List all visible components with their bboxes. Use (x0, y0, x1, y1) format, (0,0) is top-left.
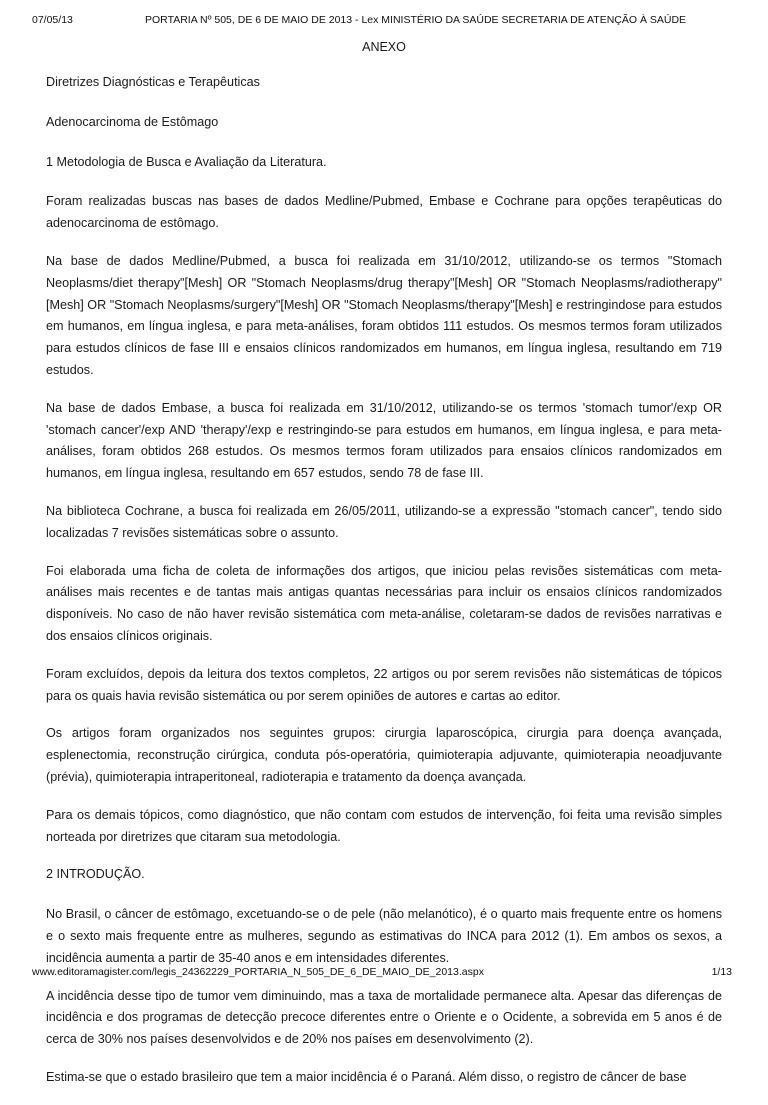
paragraph: Na base de dados Embase, a busca foi realizada em 31/10/2012, utilizando-se os termos 'stomach tumor'/exp OR 'stomach cancer'/exp AND 'therapy'/exp e restringindo-se para estudos em humanos, em língua inglesa, e para meta-análises, foram obtidos 268 estudos. Os mesmos termos foram utilizados para ensaios clínicos randomizados em humanos, em língua inglesa, resultando em 657 estudos, sendo 78 de fase III. (46, 400, 722, 481)
paragraph: Estima-se que o estado brasileiro que tem a maior incidência é o Paraná. Além disso, o registro de câncer de base (46, 1069, 687, 1084)
paragraph: No Brasil, o câncer de estômago, excetuando-se o de pele (não melanótico), é o quarto mais frequente entre os homens e o sexto mais frequente entre as mulheres, segundo as estimativas do INCA para 2012 (1). Em ambos os sexos, a incidência aumenta a partir de 35-40 anos e em intensidades diferentes. (46, 907, 722, 965)
paragraph: Foram excluídos, depois da leitura dos textos completos, 22 artigos ou por serem revisões não sistemáticas de tópicos para os quais havia revisão sistemática ou por serem opiniões de autores e cartas ao editor. (46, 666, 722, 703)
paragraph: A incidência desse tipo de tumor vem diminuindo, mas a taxa de mortalidade permanece alta. Apesar das diferenças de incidência e dos programas de detecção precoce diferentes entre o Oriente e o Ocidente, a sobrevida em 5 anos é de cerca de 30% nos países desenvolvidos e de 20% nos países em desenvolvimento (2). (46, 988, 722, 1047)
print-title: PORTARIA Nº 505, DE 6 DE MAIO DE 2013 - Lex MINISTÉRIO DA SAÚDE SECRETARIA DE ATENÇÃO À SAÚDE (145, 14, 687, 26)
paragraph: Foram realizadas buscas nas bases de dados Medline/Pubmed, Embase e Cochrane para opções terapêuticas do adenocarcinoma de estômago. (46, 194, 722, 231)
paragraph: Os artigos foram organizados nos seguintes grupos: cirurgia laparoscópica, cirurgia para doença avançada, esplenectomia, reconstrução cirúrgica, conduta pós-operatória, quimioterapia adjuvante, quimioterapia neoadjuvante (prévia), quimioterapia intraperitoneal, radioterapia e tratamento da doença avançada. (46, 726, 722, 784)
doc-topic: Adenocarcinoma de Estômago (46, 114, 219, 129)
section-heading-introducao: 2 INTRODUÇÃO. (46, 867, 145, 882)
paragraph: Na biblioteca Cochrane, a busca foi realizada em 26/05/2011, utilizando-se a expressão "stomach cancer", tendo sido localizadas 7 revisões sistemáticas sobre o assunto. (46, 503, 722, 540)
paragraph: Foi elaborada uma ficha de coleta de informações dos artigos, que iniciou pelas revisões sistemáticas com meta-análises mais recentes e de tantas mais antigas quantas necessárias para incluir os ensaios clínicos randomizados disponíveis. No caso de não haver revisão sistemática com meta-análise, coletaram-se dados de revisões narrativas e dos ensaios clínicos originais. (46, 563, 722, 643)
anexo-heading: ANEXO (362, 40, 406, 54)
paragraph: Para os demais tópicos, como diagnóstico, que não contam com estudos de intervenção, foi feita uma revisão simples norteada por diretrizes que citaram sua metodologia. (46, 807, 722, 844)
print-url: www.editoramagister.com/legis_24362229_PORTARIA_N_505_DE_6_DE_MAIO_DE_2013.aspx (32, 966, 484, 978)
document-body (46, 72, 722, 1105)
paragraph: Na base de dados Medline/Pubmed, a busca foi realizada em 31/10/2012, utilizando-se os termos "Stomach Neoplasms/diet therapy"[Mesh] OR "Stomach Neoplasms/drug therapy"[Mesh] OR "Stomach Neoplasms/radiotherapy" [Mesh] OR "Stomach Neoplasms/surgery"[Mesh] OR "Stomach Neoplasms/therapy"[Mesh] e restringindose para estudos em humanos, em língua inglesa, e para meta-análises, foram obtidos 111 estudos. Os mesmos termos foram utilizados para estudos clínicos de fase III e ensaios clínicos randomizados em humanos, em língua inglesa, resultando em 719 estudos. (46, 253, 722, 377)
page-number: 1/13 (711, 966, 732, 978)
section-heading-metodologia: 1 Metodologia de Busca e Avaliação da Literatura. (46, 154, 327, 169)
print-date: 07/05/13 (32, 14, 73, 26)
doc-subtitle: Diretrizes Diagnósticas e Terapêuticas (46, 75, 260, 89)
